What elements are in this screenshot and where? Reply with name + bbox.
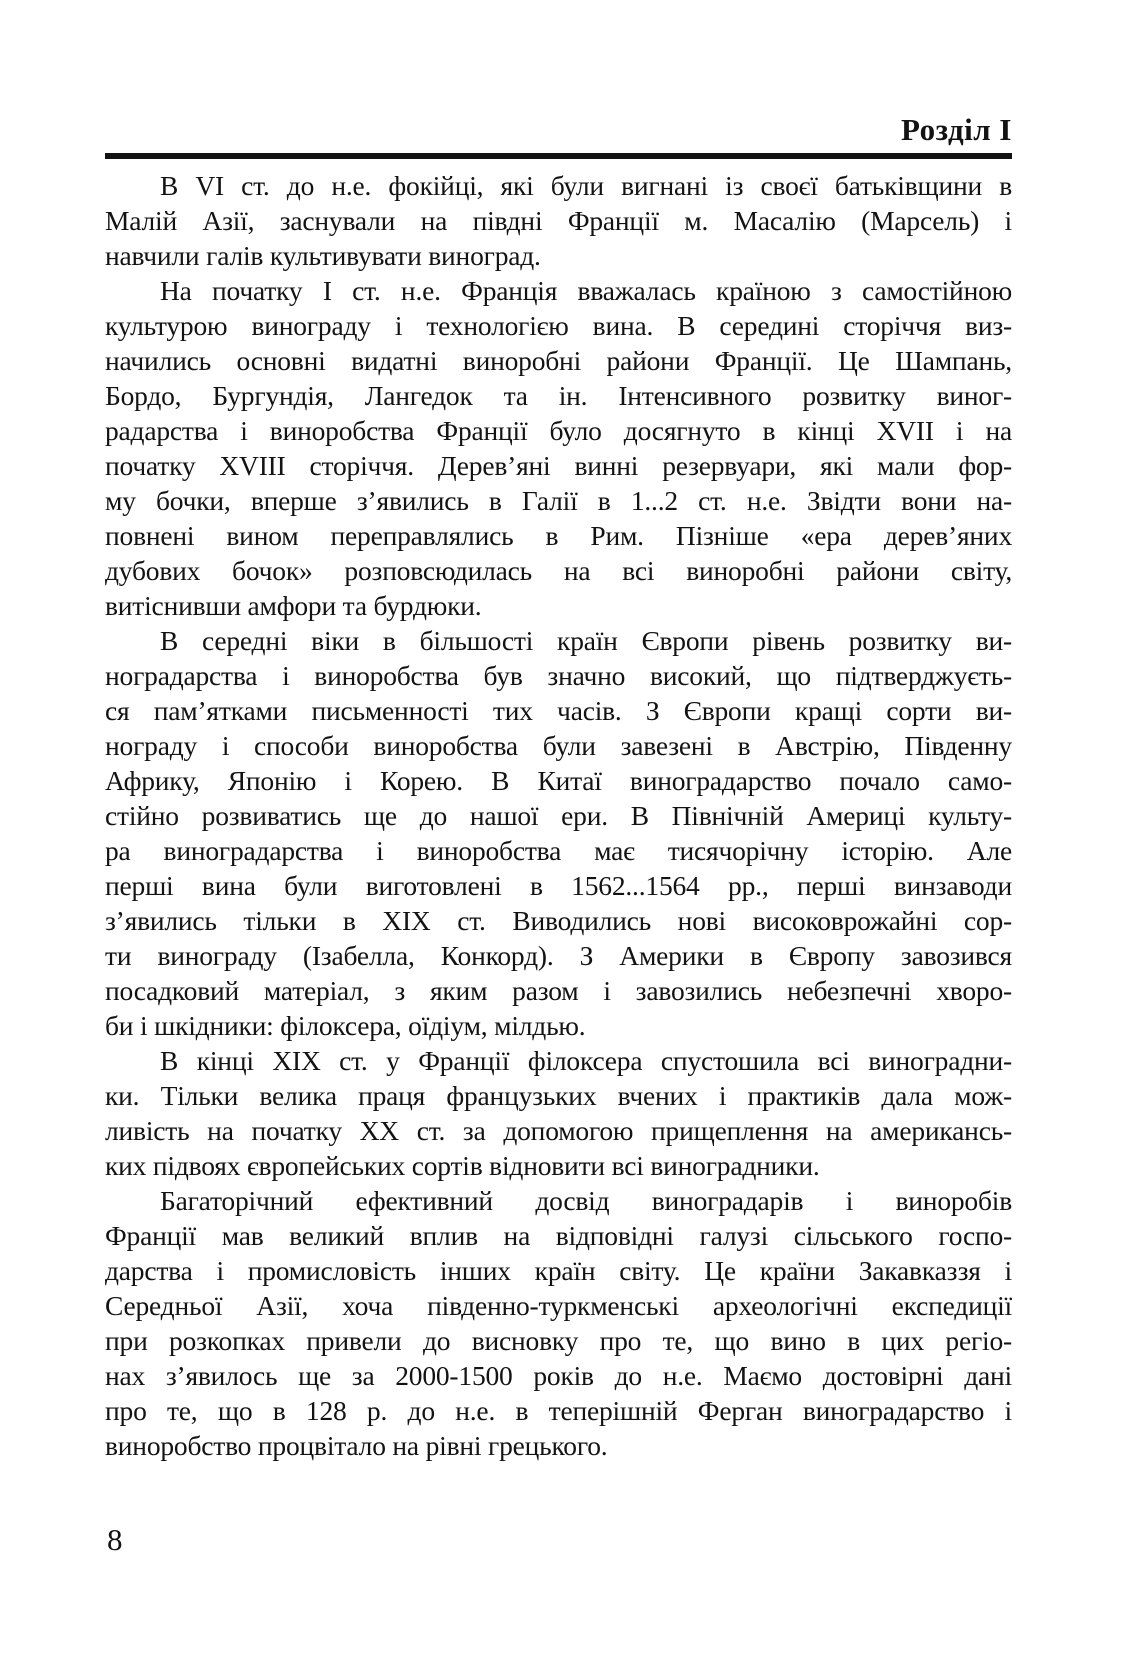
text-line: дарства і промисловість інших країн світу. Це країни Закавказзя і — [105, 1255, 1012, 1286]
text-line: Малій Азії, заснували на півдні Франції м. Масалію (Марсель) і — [105, 205, 1012, 236]
text-line: ливість на початку XX ст. за допомогою прищеплення на американсь- — [105, 1115, 1012, 1146]
paragraph — [105, 1183, 1012, 1463]
text-line: Африку, Японію і Корею. В Китаї виноградарство почало само- — [105, 765, 1012, 796]
text-line: В VI ст. до н.е. фокійці, які були вигнані із своєї батьківщини в — [160, 170, 1012, 201]
text-line: му бочки, вперше з’явились в Галії в 1...2 ст. н.е. Звідти вони на- — [105, 485, 1012, 516]
text-line: Бордо, Бургундія, Лангедок та ін. Інтенсивного розвитку виног- — [105, 380, 1012, 411]
text-line: культурою винограду і технологією вина. В середині сторіччя виз- — [105, 310, 1012, 341]
text-line: ких підвоях європейських сортів відновити всі виноградники. — [105, 1150, 820, 1181]
text-line: посадковий матеріал, з яким разом і завозились небезпечні хворо- — [105, 975, 1012, 1006]
text-line: ки. Тільки велика праця французьких вчених і практиків дала мож- — [105, 1080, 1012, 1111]
header-rule — [105, 153, 1012, 159]
paragraph — [105, 1043, 1012, 1183]
body-text — [105, 168, 1012, 1463]
page-content — [105, 0, 1012, 1463]
text-line: витіснивши амфори та бурдюки. — [105, 590, 482, 621]
text-line: дубових бочок» розповсюдилась на всі виноробні райони світу, — [105, 555, 1012, 586]
text-line: ра виноградарства і виноробства має тисячорічну історію. Але — [105, 835, 1012, 866]
text-line: повнені вином переправлялись в Рим. Пізніше «ера дерев’яних — [105, 520, 1012, 551]
text-line: начились основні видатні виноробні райони Франції. Це Шампань, — [105, 345, 1012, 376]
text-line: стійно розвиватись ще до нашої ери. В Північній Америці культу- — [105, 800, 1012, 831]
text-line: На початку I ст. н.е. Франція вважалась країною з самостійною — [160, 275, 1012, 306]
text-line: про те, що в 128 р. до н.е. в теперішній Ферган виноградарство і — [105, 1395, 1012, 1426]
text-line: В кінці XIX ст. у Франції філоксера спустошила всі виноградни- — [160, 1045, 1012, 1076]
text-line: перші вина були виготовлені в 1562...1564 рр., перші винзаводи — [105, 870, 1012, 901]
text-line: навчили галів культивувати виноград. — [105, 240, 541, 271]
text-line: початку XVIII сторіччя. Дерев’яні винні резервуари, які мали фор- — [105, 450, 1012, 481]
text-line: ноградарства і виноробства був значно високий, що підтверджуєть- — [105, 660, 1012, 691]
page-number: 8 — [107, 1522, 123, 1557]
chapter-heading: Розділ I — [900, 112, 1012, 147]
text-line: нах з’явилось ще за 2000-1500 років до н.е. Маємо достовірні дані — [105, 1360, 1012, 1391]
text-line: ся пам’ятками письменності тих часів. З Європи кращі сорти ви- — [105, 695, 1012, 726]
text-line: би і шкідники: філоксера, оїдіум, мілдью. — [105, 1010, 586, 1041]
text-line: В середні віки в більшості країн Європи рівень розвитку ви- — [160, 625, 1012, 656]
text-line: Багаторічний ефективний досвід виноградарів і виноробів — [160, 1185, 1012, 1216]
paragraph — [105, 273, 1012, 623]
text-line: ти винограду (Ізабелла, Конкорд). З Америки в Європу завозився — [105, 940, 1012, 971]
text-line: нограду і способи виноробства були завезені в Австрію, Південну — [105, 730, 1012, 761]
paragraph — [105, 168, 1012, 273]
text-line: Франції мав великий вплив на відповідні галузі сільського госпо- — [105, 1220, 1012, 1251]
text-line: радарства і виноробства Франції було досягнуто в кінці XVII і на — [105, 415, 1012, 446]
text-line: з’явились тільки в XIX ст. Виводились нові високоврожайні сор- — [105, 905, 1012, 936]
text-line: виноробство процвітало на рівні грецького. — [105, 1430, 608, 1461]
text-line: при розкопках привели до висновку про те, що вино в цих регіо- — [105, 1325, 1012, 1356]
text-line: Середньої Азії, хоча південно-туркменські археологічні експедиції — [105, 1290, 1012, 1321]
paragraph — [105, 623, 1012, 1043]
